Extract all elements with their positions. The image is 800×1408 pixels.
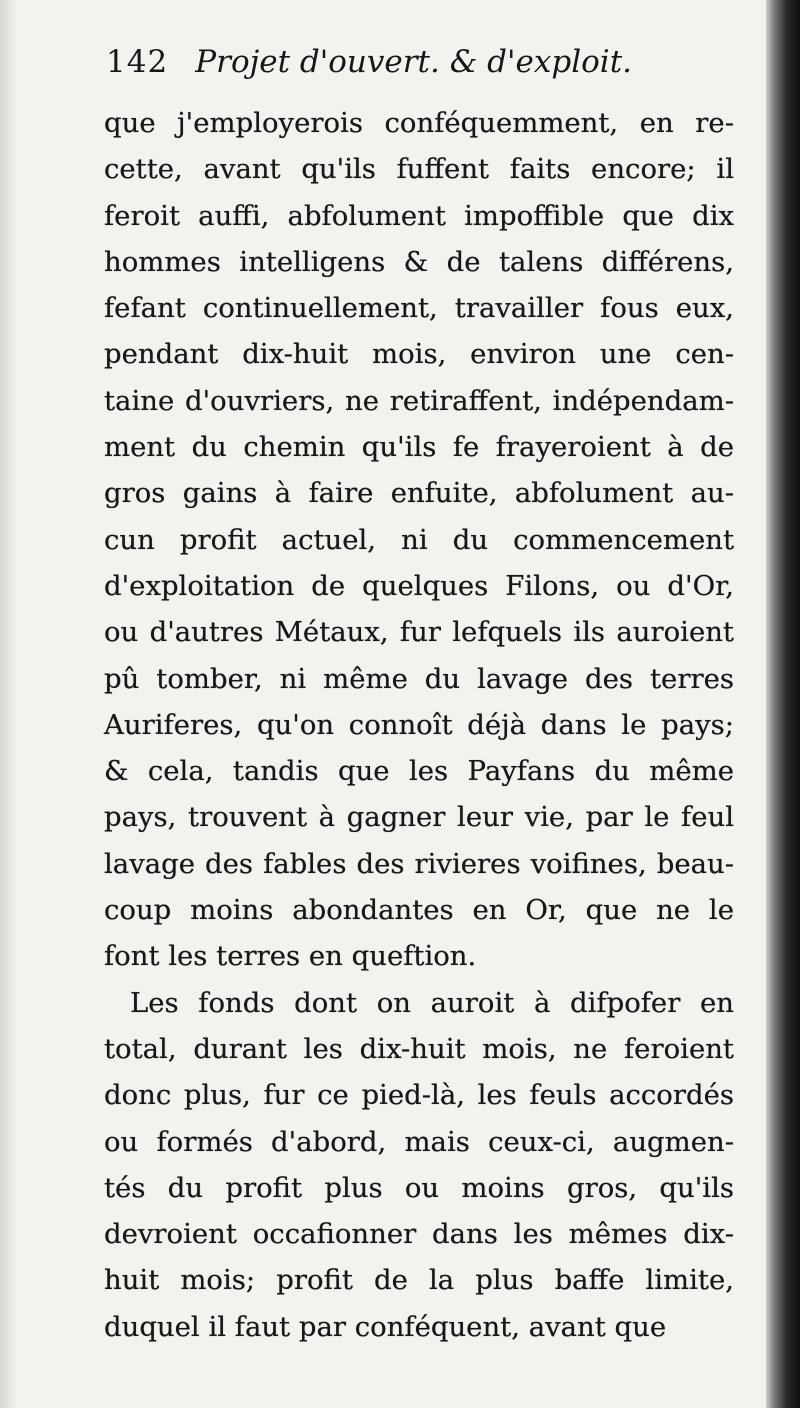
text-line: ou d'autres Métaux, fur lefquels ils auroient	[104, 616, 734, 649]
text-line: feroit auffi, abfolument impoffible que dix	[104, 199, 734, 232]
text-line: huit mois; profit de la plus baffe limite,	[104, 1264, 734, 1297]
text-line: coup moins abondantes en Or, que ne le	[104, 894, 734, 927]
text-line: pays, trouvent à gagner leur vie, par le feul	[104, 801, 734, 834]
page-number: 142	[106, 44, 169, 80]
text-line: devroient occafionner dans les mêmes dix-	[104, 1218, 734, 1251]
text-line: font les terres en queftion.	[104, 940, 477, 973]
text-line: cun profit actuel, ni du commencement	[104, 523, 734, 556]
text-line: taine d'ouvriers, ne retiraffent, indépendam-	[104, 384, 734, 417]
page-left-shadow	[0, 0, 18, 1408]
text-line: ou formés d'abord, mais ceux-ci, augmen-	[104, 1125, 734, 1158]
text-line: total, durant les dix-huit mois, ne feroient	[104, 1032, 734, 1065]
text-line: Auriferes, qu'on connoît déjà dans le pays;	[104, 708, 734, 741]
text-line: fefant continuellement, travailler fous eux,	[104, 292, 734, 325]
text-line: Les fonds dont on auroit à difpofer en	[130, 986, 734, 1019]
text-line: gros gains à faire enfuite, abfolument au-	[104, 477, 734, 510]
text-line: lavage des fables des rivieres voifines, beau-	[104, 847, 734, 880]
text-line: & cela, tandis que les Payfans du même	[104, 755, 734, 788]
body-text	[104, 100, 734, 1350]
text-line: duquel il faut par conféquent, avant que	[104, 1310, 667, 1343]
text-line: cette, avant qu'ils fuffent faits encore; il	[104, 153, 734, 186]
text-line: ment du chemin qu'ils fe frayeroient à de	[104, 431, 734, 464]
running-header	[106, 44, 746, 100]
text-line: d'exploitation de quelques Filons, ou d'Or,	[104, 569, 734, 602]
text-line: pendant dix-huit mois, environ une cen-	[104, 338, 734, 371]
text-line: hommes intelligens & de talens différens,	[104, 245, 734, 278]
text-line: tés du profit plus ou moins gros, qu'ils	[104, 1171, 734, 1204]
text-line: pû tomber, ni même du lavage des terres	[104, 662, 734, 695]
page-gutter-edge	[766, 0, 800, 1408]
text-line: donc plus, fur ce pied-là, les feuls accordés	[104, 1079, 734, 1112]
text-line: que j'employerois conféquemment, en re-	[104, 107, 734, 139]
running-title: Projet d'ouvert. & d'exploit.	[195, 44, 633, 80]
